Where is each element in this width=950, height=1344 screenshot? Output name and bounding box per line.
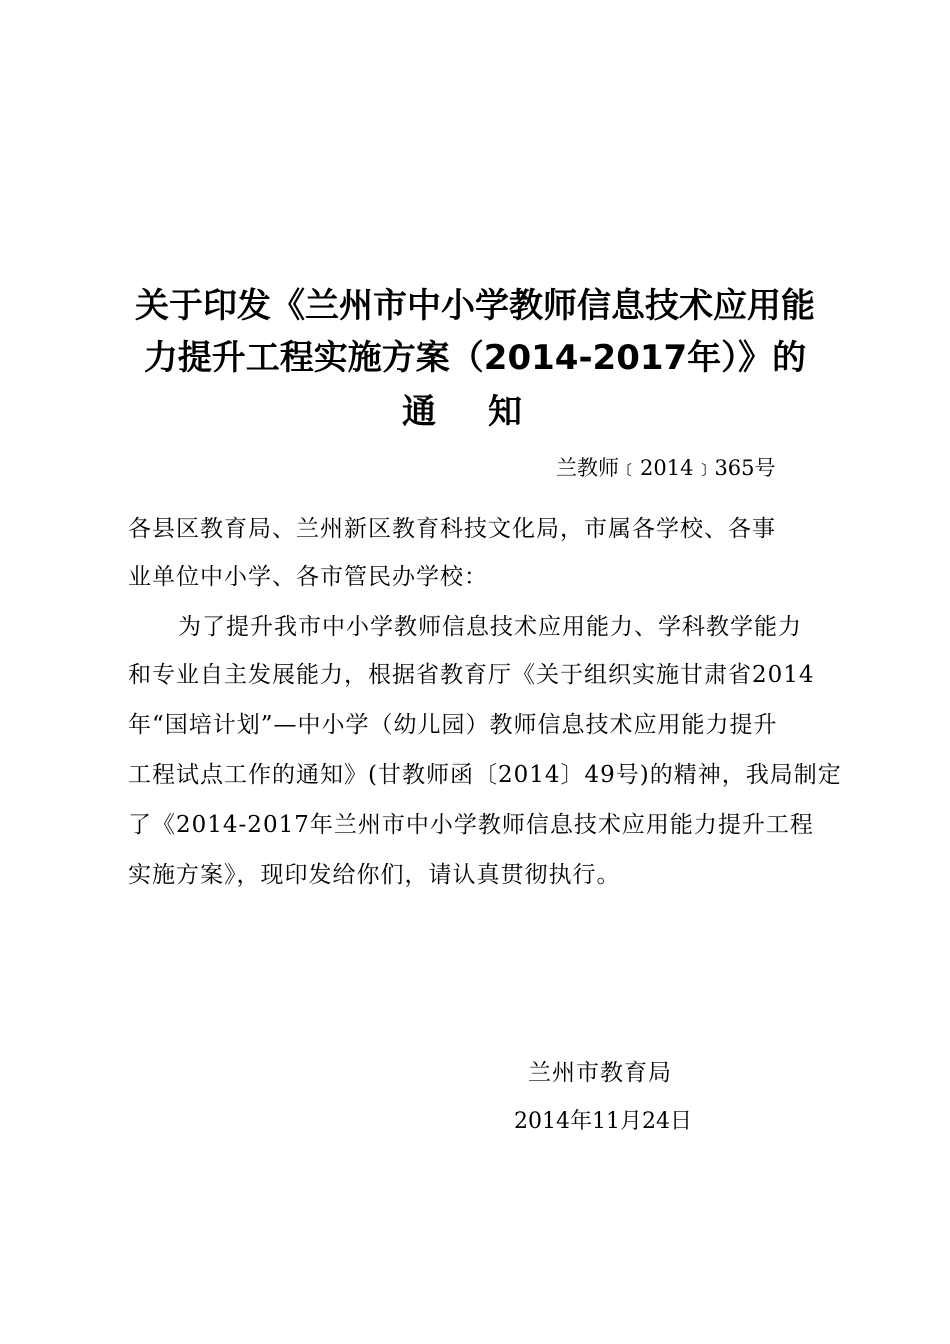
title-line-3 bbox=[402, 384, 522, 433]
document-number: 兰教师﹝2014﹞365号 bbox=[556, 456, 776, 480]
title-line-1: 关于印发《兰州市中小学教师信息技术应用能 bbox=[135, 286, 815, 326]
body-line-4: 工程试点工作的通知》(甘教师函〔2014〕49号)的精神，我局制定 bbox=[128, 762, 842, 788]
signature-organization: 兰州市教育局 bbox=[528, 1060, 672, 1086]
body-line-3: 年“国培计划”—中小学（幼儿园）教师信息技术应用能力提升 bbox=[128, 712, 778, 738]
addressee-line-2: 业单位中小学、各市管民办学校： bbox=[128, 564, 488, 590]
title-char-zhi: 知 bbox=[488, 392, 522, 432]
body-line-1: 为了提升我市中小学教师信息技术应用能力、学科教学能力 bbox=[178, 614, 802, 640]
addressee-line-1: 各县区教育局、兰州新区教育科技文化局，市属各学校、各事 bbox=[128, 516, 776, 542]
title-char-tong: 通 bbox=[402, 392, 436, 432]
signature-date: 2014年11月24日 bbox=[514, 1109, 692, 1134]
title-line-2: 力提升工程实施方案（2014-2017年）》的 bbox=[143, 338, 807, 378]
body-line-5: 了《2014-2017年兰州市中小学教师信息技术应用能力提升工程 bbox=[128, 812, 814, 838]
body-line-6: 实施方案》，现印发给你们，请认真贯彻执行。 bbox=[128, 862, 621, 888]
body-line-2: 和专业自主发展能力，根据省教育厅《关于组织实施甘肃省2014 bbox=[128, 662, 815, 688]
